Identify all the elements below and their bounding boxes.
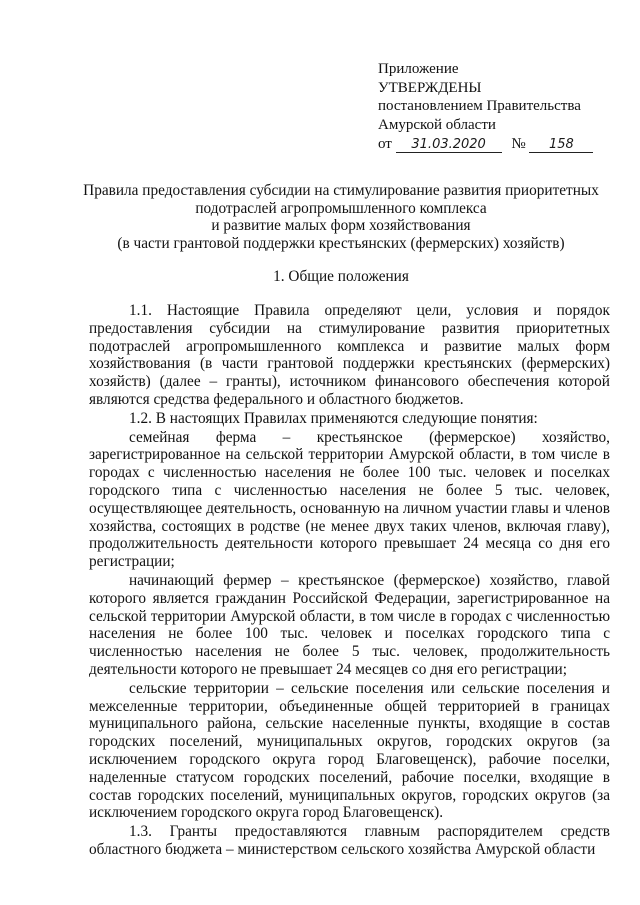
region-label: Амурской области — [378, 116, 496, 133]
resolution-label: постановлением Правительства — [378, 98, 581, 114]
title-line: Правила предоставления субсидии на стимулирование развития приоритетных — [83, 182, 599, 199]
paragraph-1-1: 1.1. Настоящие Правила определяют цели, условия и порядок предоставления субсидии на стимулирование развития приоритетных подотраслей агропромышленного комплекса и развитие малых форм хозяйствования (в части грантовой поддержки крестьянских (фермерских) хозяйств) (далее – гранты), источником финансового обеспечения которой являются средства федерального и областного бюджетов. — [89, 302, 610, 408]
title-line: и развитие малых форм хозяйствования — [211, 217, 471, 235]
paragraph-1-3: 1.3. Гранты предоставляются главным распорядителем средств областного бюджета – министерством сельского хозяйства Амурской области — [89, 823, 610, 858]
title-line: (в части грантовой поддержки крестьянских (фермерских) хозяйств) — [117, 234, 565, 252]
section-heading: 1. Общие положения — [273, 268, 409, 285]
number-prefix: № — [511, 136, 526, 152]
handwritten-date: 31.03.2020 — [396, 137, 502, 153]
document-title — [72, 182, 610, 252]
handwritten-number: 158 — [529, 137, 593, 153]
definition-family-farm: семейная ферма – крестьянское (фермерское) хозяйство, зарегистрированное на сельской территории Амурской области, в том числе в городах с численностью населения не более 100 тыс. человек и поселках городского типа с численностью населения не более 5 тыс. человек, осуществляющее деятельность, основанную на личном участии главы и членов хозяйства, состоящих в родстве (не менее двух таких членов, включая главу), продолжительность деятельности которого превышает 24 месяца со дня его регистрации; — [89, 428, 610, 571]
date-prefix: от — [378, 136, 392, 152]
title-line: подотраслей агропромышленного комплекса — [195, 199, 487, 217]
appendix-label: Приложение — [378, 61, 459, 77]
date-number-line — [378, 135, 618, 154]
approval-block — [378, 60, 618, 154]
definition-rural-territories: сельские территории – сельские поселения или сельские поселения и межселенные территории, объединенные общей территорией в границах муниципального района, сельские населенные пункты, входящие в состав городских поселений, муниципальных округов, городских округов (за исключением городского округа город Благовещенск), рабочие поселки, наделенные статусом городских поселений, рабочие поселки, входящие в состав городских поселений, муниципальных округов, городских округов (за исключением городского округа город Благовещенск). — [89, 679, 610, 822]
approved-label: УТВЕРЖДЕНЫ — [378, 79, 482, 96]
paragraph-1-2: 1.2. В настоящих Правилах применяются следующие понятия: — [129, 409, 538, 427]
document-body — [89, 302, 610, 859]
definition-beginning-farmer: начинающий фермер – крестьянское (фермерское) хозяйство, главой которого является гражданин Российской Федерации, зарегистрированное на сельской территории Амурской области, в том числе в городах с численностью населения не более 100 тыс. человек и поселках городского типа с численностью населения не более 5 тыс. человек, продолжительность деятельности которого не превышает 24 месяцев со дня его регистрации; — [89, 571, 610, 678]
